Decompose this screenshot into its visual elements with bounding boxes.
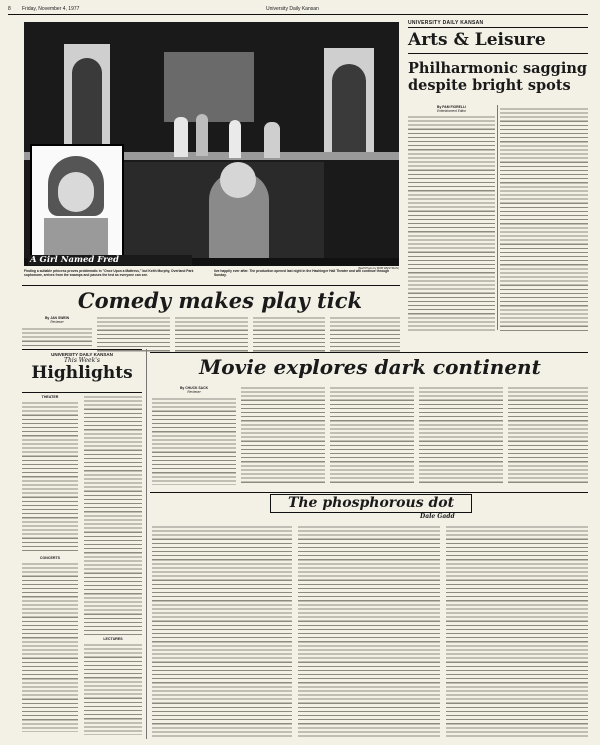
movie-byline: By CHUCK SACK	[179, 386, 209, 390]
header-rule	[8, 14, 588, 15]
comedy-byline: By JAN SWEIN	[44, 316, 70, 320]
highlights-banner	[22, 349, 142, 393]
arts-byline: By PAM FIORELLI	[437, 105, 466, 109]
highlights-title: Highlights	[31, 363, 133, 383]
column-col-3	[446, 525, 588, 737]
movie-top-rule	[150, 352, 588, 353]
comedy-col-3	[175, 316, 248, 352]
highlights-rule	[146, 349, 147, 739]
movie-col-2	[241, 386, 325, 485]
arts-body-1	[408, 115, 495, 333]
comedy-col-4	[253, 316, 325, 352]
section-concerts: CONCERTS	[39, 556, 61, 560]
comedy-col-5	[330, 316, 400, 352]
arts-byline-title: Entertainment Editor	[436, 109, 467, 113]
movie-headline: Movie explores dark continent	[199, 355, 541, 379]
theater-photo	[24, 22, 399, 266]
highlights-col-1	[22, 395, 78, 732]
movie-col-5	[508, 386, 588, 485]
section-lectures: LECTURES	[103, 637, 123, 641]
caption-left: Finding a suitable princess proves problematic in "Once Upon a Mattress," but Keith Murphy, Overland Park sophomore, arrives from the swamps and passes the test as everyone can see.	[24, 269, 194, 277]
arts-column-1	[408, 105, 495, 333]
movie-byline-title: Reviewer	[187, 390, 201, 394]
comedy-byline-block	[22, 316, 92, 324]
arts-banner: Arts & Leisure	[408, 30, 546, 50]
arts-banner-small: UNIVERSITY DAILY KANSAN	[408, 20, 484, 26]
arts-col-rule	[497, 105, 498, 330]
comedy-col-2	[97, 316, 170, 352]
comedy-byline-title: Reviewer	[50, 320, 64, 324]
comedy-top-rule	[22, 285, 400, 286]
highlights-col-2	[84, 395, 142, 735]
comedy-col-1	[22, 327, 92, 349]
arts-column-2	[500, 107, 588, 332]
column-col-2	[298, 525, 440, 737]
comedy-headline: Comedy makes play tick	[77, 288, 363, 313]
column-col-1	[152, 525, 292, 737]
movie-col-1	[152, 397, 236, 485]
highlights-small: UNIVERSITY DAILY KANSAN	[51, 352, 113, 357]
section-theater: THEATER	[41, 395, 59, 399]
movie-col-3	[330, 386, 414, 485]
caption-right: live happily ever after. The production opened last night in the Hashinger Hall Theatre and will continue through Sunday.	[214, 269, 390, 277]
column-headline: The phosphorous dot	[287, 495, 455, 511]
arts-banner-block	[408, 20, 588, 94]
arts-body-2	[500, 107, 588, 332]
movie-byline-block	[152, 386, 236, 394]
caption-title: A Girl Named Fred	[28, 255, 192, 265]
movie-col-4	[419, 386, 503, 485]
column-top-rule	[150, 492, 588, 493]
column-byline: Dale Gadd	[420, 513, 455, 520]
photo-caption	[24, 266, 399, 282]
arts-headline: Philharmonic sagging despite bright spots	[408, 60, 588, 94]
page-number: 8	[8, 6, 11, 12]
photo-credit: (Staff Photo by BOB WESTMAN)	[357, 266, 399, 270]
issue-date: Friday, November 4, 1977	[22, 6, 80, 12]
paper-name: University Daily Kansan	[266, 6, 319, 12]
page-header	[8, 6, 588, 13]
highlights-sub: This Week's	[64, 357, 100, 364]
column-title-box	[270, 494, 472, 513]
